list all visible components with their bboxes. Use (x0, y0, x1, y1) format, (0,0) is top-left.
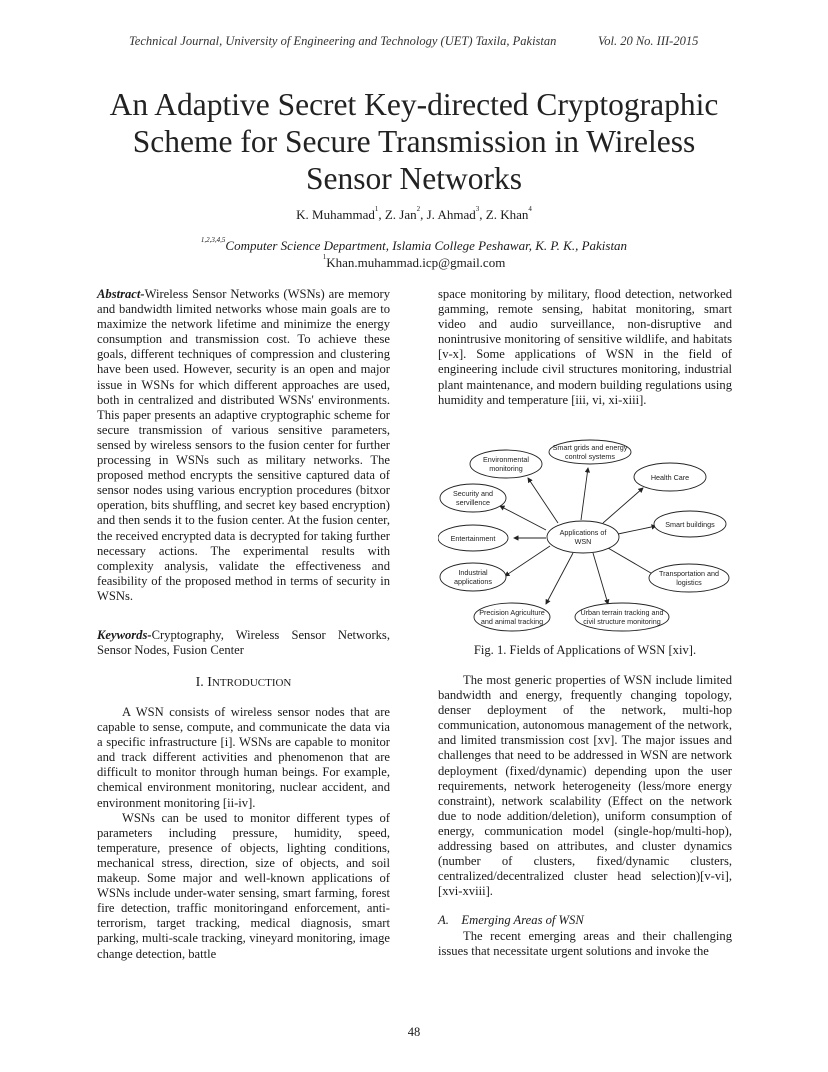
section-title-rest: NTRODUCTION (211, 677, 292, 689)
node-label: Entertainment (450, 534, 496, 543)
paragraph: The recent emerging areas and their challenging issues that necessitate urgent solutions and invoke the (438, 929, 732, 959)
center-label: Applications of (559, 528, 607, 537)
author-sup: 3 (475, 205, 480, 213)
section-title-initial: I (207, 675, 212, 690)
connector-arrow (593, 553, 608, 604)
paragraph: A WSN consists of wireless sensor nodes that are capable to sense, compute, and communicate the data via a specific infrastructure [i]. WSNs are capable to monitor and track different activities and phenomenon that are difficult to monitor through human beings. For example, chemical environment monitoring, nuclear accident, and environment monitoring [ii-iv]. (97, 705, 390, 810)
author-name: Z. Khan (485, 207, 529, 222)
figure-1-diagram (438, 438, 738, 634)
connector-arrow (618, 526, 656, 534)
connector-arrow (608, 548, 656, 576)
affiliation (0, 238, 828, 254)
section-heading (97, 675, 390, 691)
node-label: Security and (453, 489, 493, 498)
author-sup: 4 (528, 205, 532, 213)
abstract-label: Abstract- (97, 287, 145, 301)
node-label: Urban terrain tracking and (580, 608, 664, 617)
journal-name: Technical Journal, University of Engineering and Technology (UET) Taxila, Pakistan (129, 34, 557, 48)
affiliation-sup: 1,2,3,4,5 (200, 236, 226, 244)
node-label: Industrial (458, 568, 488, 577)
author-name: K. Muhammad (296, 207, 375, 222)
intro-text (97, 705, 390, 962)
subsection-heading: A. Emerging Areas of WSN (438, 913, 584, 927)
email-text: Khan.muhammad.icp@gmail.com (326, 255, 506, 270)
keywords-label: Keywords- (97, 628, 152, 642)
author-name: Z. Jan (384, 207, 417, 222)
connector-arrow (505, 546, 550, 576)
node-label: monitoring (489, 464, 523, 473)
node-label: Smart buildings (665, 520, 715, 529)
node-label: servillence (456, 498, 490, 507)
right-column-bottom (438, 929, 732, 959)
connector-arrow (500, 506, 546, 530)
node-label: Precision Agriculture (479, 608, 545, 617)
abstract-text: Wireless Sensor Networks (WSNs) are memory and bandwidth limited networks whose main goals are to maximize the network lifetime and minimize the energy consumption and transmission cost. To achieve these goals, different techniques of compression and clustering have been used. However, security is an open and major issue in WSNs for which different approaches are used, both in centralized and distributed WSNs' environments. This paper presents an adaptive cryptographic scheme for secure transmission of various sensitive parameters, sensed by wireless sensors to the fusion center for further processing in WSNs such as military networks. The proposed method encrypts the sensitive captured data of sensor nodes using various encryption procedures (bitxor operation, bits shuffling, and secret key based encryption) and then sends it to the fusion center. At the fusion center, the received encrypted data is decrypted for taking further necessary actions. The experimental results with complexity analysis, validate the effectiveness and feasibility of the proposed method in terms of security in WSNs. (97, 287, 390, 603)
paragraph: The most generic properties of WSN include limited bandwidth and energy, frequently changing topology, denser deployment of the network, multi-hop communication, autonomous management of the network, and limited transmission cost [xv]. The major issues and challenges that need to be addressed in WSN are network deployment (fixed/dynamic) depending upon the user requirements, network heterogeneity (less/more energy constraint), network scalability (Effect on the network due to node addition/deletion), uniform consumption of energy, communication model (single-hop/multi-hop), addressing based on attributes, and cluster dynamics (number of clusters, fixed/dynamic clusters, centralized/decentralized cluster head selection)[v-vi], [xvi-xviii]. (438, 673, 732, 899)
node-label: logistics (676, 578, 702, 587)
email (0, 255, 828, 271)
node-label: control systems (565, 452, 615, 461)
paragraph: WSNs can be used to monitor different types of parameters including pressure, humidity, speed, temperature, presence of objects, lighting conditions, mechanical stress, direction, size of objects, and soil makeup. Some major and well-known applications of WSNs include under-water sensing, smart farming, forest fire detection, traffic monitoringand enforcement, anti-terrorism, target tracking, medical diagnosis, smart parking, multi-scale tracking, vineyard monitoring, image change detection, battle (97, 810, 390, 961)
connector-arrow (603, 488, 643, 523)
node-label: Health Care (650, 473, 690, 482)
author-sup: 2 (416, 205, 421, 213)
right-column-middle (438, 673, 732, 899)
node-label: applications (454, 577, 492, 586)
connector-arrow (528, 478, 558, 523)
keywords-text: Cryptography, Wireless Sensor Networks, Sensor Nodes, Fusion Center (97, 628, 390, 658)
volume-info: Vol. 20 No. III-2015 (598, 34, 699, 48)
node-label: Environmental (483, 455, 529, 464)
node-label: Smart grids and energy (552, 443, 628, 452)
node-label: and animal tracking (480, 617, 544, 626)
author-name: J. Ahmad (426, 207, 476, 222)
figure-caption: Fig. 1. Fields of Applications of WSN [xiv]. (473, 643, 697, 657)
paragraph: space monitoring by military, flood detection, networked gamming, remote sensing, habitat monitoring, smart video and audio surveillance, non-disruptive and nonintrusive monitoring of sensitive wildlife, and habitats [v-x]. Some applications of WSN in the field of engineering include civil structures monitoring, industrial plant maintenance, and modern building regulations using humidity and temperature [iii, vi, xi-xiii]. (438, 287, 732, 407)
node-label: Transportation and (658, 569, 720, 578)
abstract (97, 287, 390, 604)
connector-arrow (581, 468, 588, 520)
affiliation-text: Computer Science Department, Islamia College Peshawar, K. P. K., Pakistan (225, 238, 628, 253)
title-line: Sensor Networks (305, 161, 523, 196)
node-label: civil structure monitoring (583, 617, 661, 626)
center-label: WSN (574, 537, 592, 546)
author-list: K. Muhammad$^1$, Z. Jan$^2$, J. Ahmad$^3$, Z. Khan$^4$ (296, 205, 532, 222)
paper-title (60, 86, 768, 197)
connector-arrow (546, 553, 573, 604)
author-sup: 1 (374, 205, 379, 213)
section-number: I. (195, 675, 204, 690)
page-number: 48 (407, 1025, 421, 1039)
title-line: An Adaptive Secret Key-directed Cryptographic (109, 87, 719, 122)
email-sup: 1 (322, 253, 327, 261)
title-line: Scheme for Secure Transmission in Wireless (132, 124, 696, 159)
right-column-top (438, 287, 732, 408)
keywords (97, 628, 390, 658)
